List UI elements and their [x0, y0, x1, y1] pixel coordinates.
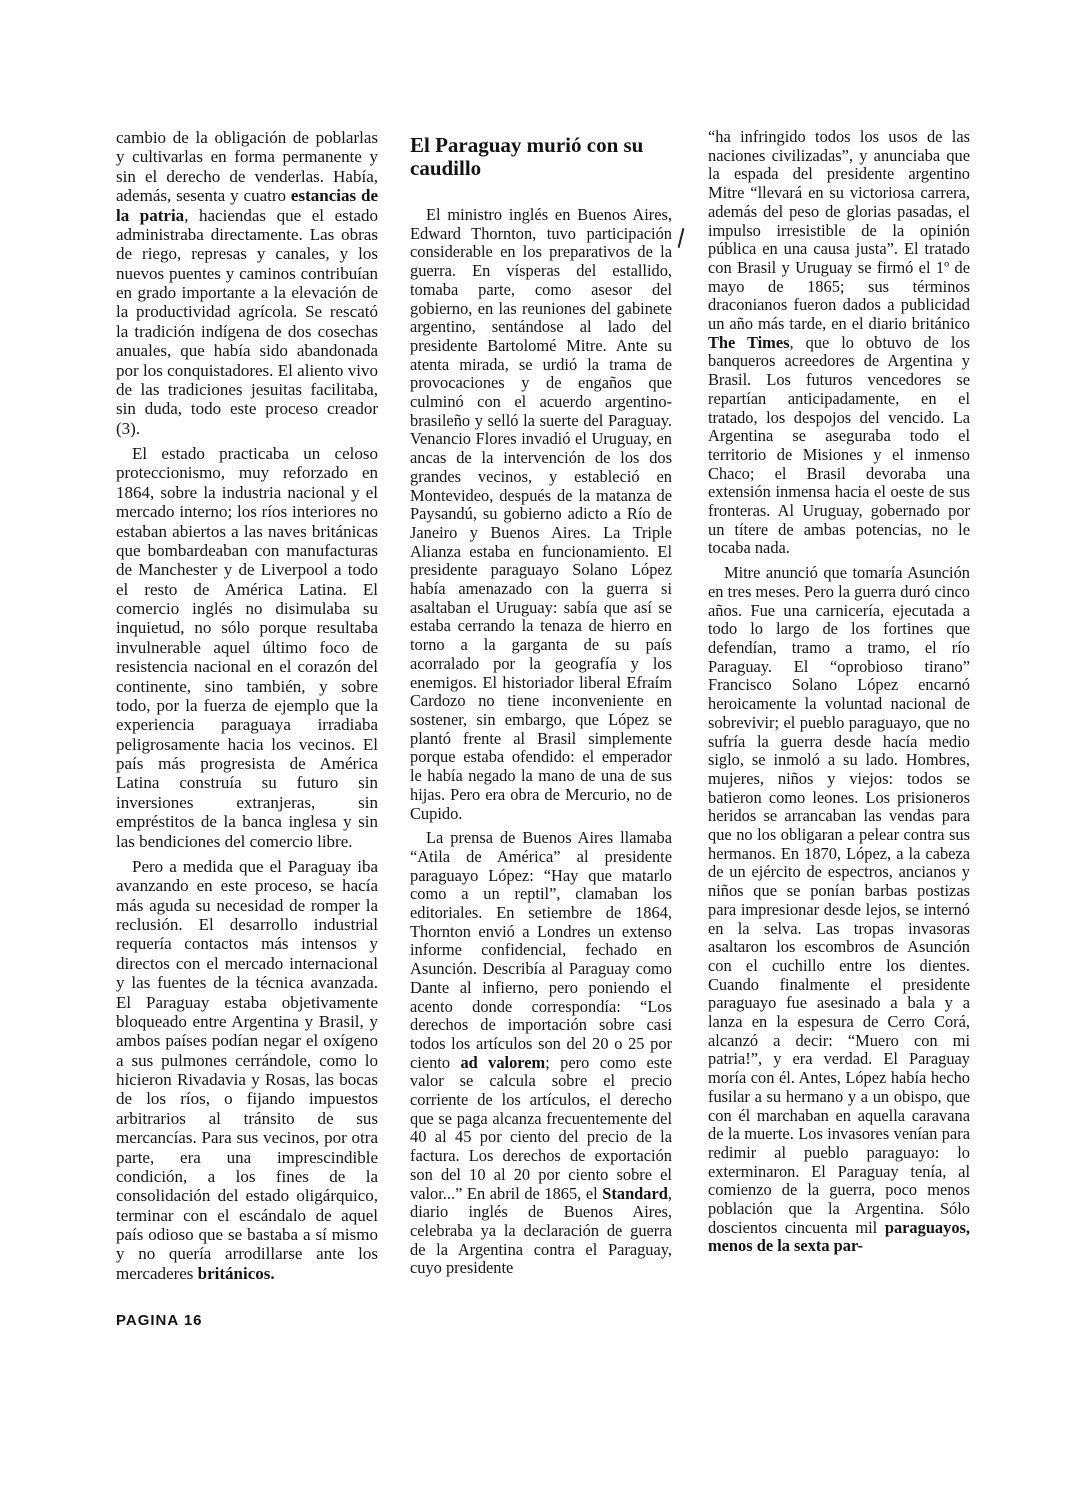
page-number-footer: PAGINA 16 [116, 1312, 203, 1329]
text-run: , haciendas que el estado administraba directamente. Las obras de riego, represas y canales, y los nuevos puentes y caminos contribuían en grado importante a la elevación de la productividad agrícola. Se rescató la tradición indígena de dos cosechas anuales, que había sido abandonada por los conquistadores. El aliento vivo de las tradiciones jesuitas facilitaba, sin duda, todo este proceso creador (3). [116, 205, 379, 438]
text-run: ; pero como este valor se calcula sobre el precio corriente de los artículos, el derecho que se paga alcanza frecuentemente del 40 al 45 por ciento del precio de la factura. Los derechos de exportación son del 10 al 20 por ciento sobre el valor...” En abril de 1865, el [410, 1052, 672, 1203]
paragraph [708, 128, 970, 558]
emphasized-text: paraguayos, menos de la sexta par- [708, 1217, 970, 1256]
text-column-1 [116, 128, 378, 1289]
paragraph [410, 206, 672, 823]
text-run: El ministro inglés en Buenos Aires, Edward Thornton, tuvo participación considerable en los preparativos de la guerra. En vísperas del estallido, tomaba parte, como asesor del gobierno, en las reuniones del gabinete argentino, sentándose al lado del presidente Bartolomé Mitre. Ante su atenta mirada, se urdió la trama de provocaciones y de engaños que culminó con el acuerdo argentino-brasileño y selló la suerte del Paraguay. Venancio Flores invadió el Uruguay, en ancas de la intervención de los dos grandes vecinos, y estableció en Montevideo, después de la matanza de Paysandú, su gobierno adicto a Río de Janeiro y Buenos Aires. La Triple Alianza estaba en funcionamiento. El presidente paraguayo Solano López había amenazado con la guerra si asaltaban el Uruguay: sabía que así se estaba cerrando la tenaza de hierro en torno a la garganta de su país acorralado por la geografía y los enemigos. El historiador liberal Efraím Cardozo no tiene inconveniente en sostener, sin embargo, que López se plantó frente al Brasil simplemente porque estaba ofendido: el emperador le había negado la mano de una de sus hijas. Pero era obra de Mercurio, no de Cupido. [410, 205, 672, 823]
emphasized-text: estancias de la patria [116, 186, 378, 225]
paragraph [708, 564, 970, 1256]
text-run: , que lo obtuvo de los banqueros acreedores de Argentina y Brasil. Los futuros vencedores se repartían anticipadamente, en el tratado, los despojos del vencido. La Argentina se aseguraba todo el territorio de Misiones y el inmenso Chaco; el Brasil devoraba una extensión inmensa hacia el oeste de sus fronteras. Al Uruguay, gobernado por un títere de ambas potencias, no le tocaba nada. [708, 332, 970, 558]
stray-print-mark [678, 228, 685, 248]
emphasized-text: británicos. [197, 1263, 275, 1283]
paragraph [116, 128, 378, 438]
paragraph [116, 857, 378, 1283]
text-run: , diario inglés de Buenos Aires, celebraba ya la declaración de guerra de la Argentina contra el Paraguay, cuyo presidente [410, 1183, 672, 1278]
text-column-2 [410, 128, 672, 1284]
paragraph [410, 829, 672, 1278]
text-run: La prensa de Buenos Aires llamaba “Atila de América” al presidente paraguayo López: “Hay que matarlo como a un reptil”, clamaban los editoriales. En setiembre de 1864, Thornton envió a Londres un extenso informe confidencial, fechado en Asunción. Describía al Paraguay como Dante al infierno, pero poniendo el acento donde correspondía: “Los derechos de importación sobre casi todos los artículos son del 20 o 25 por ciento [410, 828, 672, 1072]
section-heading: El Paraguay murió con su caudillo [410, 133, 644, 180]
emphasized-text: The Times [708, 332, 790, 352]
paragraph [116, 444, 378, 851]
text-run: Pero a medida que el Paraguay iba avanzando en este proceso, se hacía más aguda su necesidad de romper la reclusión. El desarrollo industrial requería contactos más intensos y directos con el mercado internacional y las fuentes de la técnica avanzada. El Paraguay estaba objetivamente bloqueado entre Argentina y Brasil, y ambos países podían negar el oxígeno a sus pulmones cerrándole, como lo hicieron Rivadavia y Rosas, las bocas de los ríos, o fijando impuestos arbitrarios al tránsito de sus mercancías. Para sus vecinos, por otra parte, era una imprescindible condición, a los fines de la consolidación del estado oligárquico, terminar con el escándalo de aquel país odioso que se bastaba a sí mismo y no quería arrodillarse ante los mercaderes [116, 856, 378, 1283]
text-run: Mitre anunció que tomaría Asunción en tres meses. Pero la guerra duró cinco años. Fue una carnicería, ejecutada a todo lo largo de los fortines que defendían, tramo a tramo, el río Paraguay. El “oprobioso tirano” Francisco Solano López encarnó heroicamente la voluntad nacional de sobrevivir; el pueblo paraguayo, que no sufría la guerra desde hacía medio siglo, se inmoló a su lado. Hombres, mujeres, niños y viejos: todos se batieron como leones. Los prisioneros heridos se arrancaban las vendas para que no los obligaran a pelear contra sus hermanos. En 1870, López, a la cabeza de un ejército de espectros, ancianos y niños que se ponían barbas postizas para impresionar desde lejos, se internó en la selva. Las tropas invasoras asaltaron los escombros de Asunción con el cuchillo entre los dientes. Cuando finalmente el presidente paraguayo fue asesinado a bala y a lanza en la espesura de Cerro Corá, alcanzó a decir: “Muero con mi patria!”, y era verdad. El Paraguay moría con él. Antes, López había hecho fusilar a su hermano y a un obispo, que con él marchaban en aquella caravana de la muerte. Los invasores venían para redimir al pueblo paraguayo: lo exterminaron. El Paraguay tenía, al comienzo de la guerra, poco menos población que la Argentina. Sólo doscientos cincuenta mil [708, 563, 970, 1237]
text-run: “ha infringido todos los usos de las naciones civilizadas”, y anunciaba que la espada del presidente argentino Mitre “llevará en su victoriosa carrera, además del peso de glorias pasadas, el impulso irresistible de la opinión pública en una causa justa”. El tratado con Brasil y Uruguay se firmó el 1º de mayo de 1865; sus términos draconianos fueron dados a publicidad un año más tarde, en el diario británico [708, 127, 970, 334]
text-run: cambio de la obligación de poblarlas y cultivarlas en forma permanente y sin el derecho de venderlas. Había, además, sesenta y cuatro [116, 128, 378, 206]
emphasized-text: ad valorem [460, 1052, 546, 1072]
text-run: El estado practicaba un celoso proteccionismo, muy reforzado en 1864, sobre la industria nacional y el mercado interno; los ríos interiores no estaban abiertos a las naves británicas que bombardeaban con manufacturas de Manchester y de Liverpool a todo el resto de América Latina. El comercio inglés no disimulaba su inquietud, no sólo porque resultaba invulnerable aquel último foco de resistencia nacional en el corazón del continente, sino también, y sobre todo, por la fuerza de ejemplo que la experiencia paraguaya irradiaba peligrosamente hacia los vecinos. El país más progresista de América Latina construía su futuro sin inversiones extranjeras, sin empréstitos de la banca inglesa y sin las bendiciones del comercio libre. [116, 444, 378, 851]
emphasized-text: Standard [602, 1183, 668, 1203]
text-column-3 [708, 128, 970, 1262]
